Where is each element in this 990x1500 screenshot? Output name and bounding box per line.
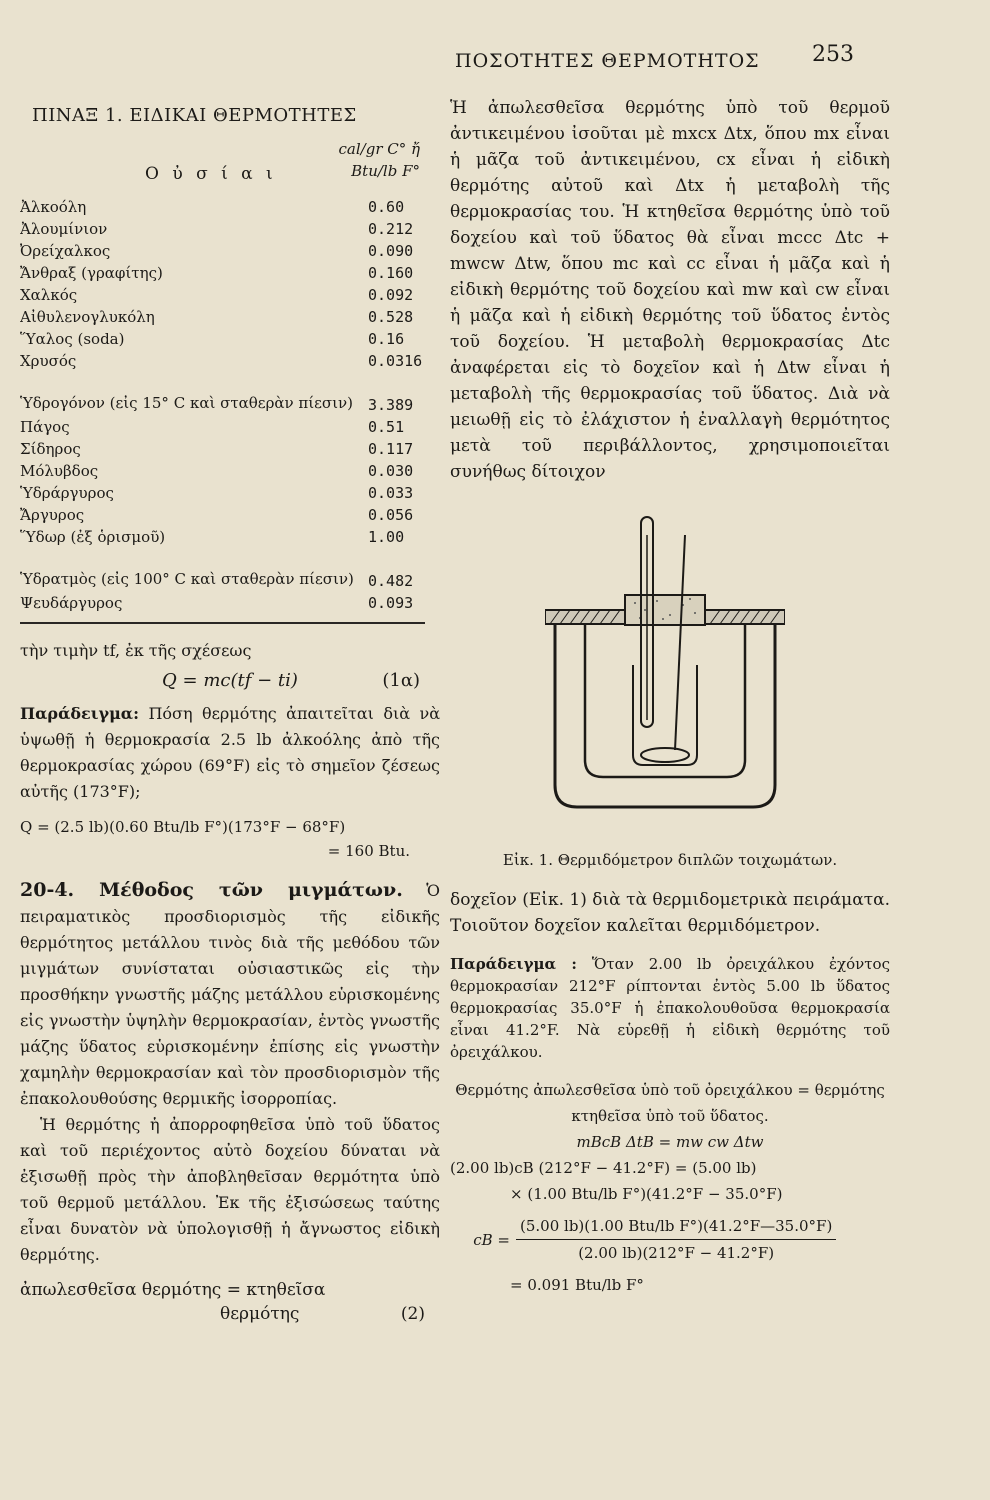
table-row bbox=[20, 414, 440, 436]
stirrer-rod bbox=[675, 535, 685, 750]
calc-line-3: (2.00 lb)cB (212°F − 41.2°F) = (5.00 lb) bbox=[450, 1159, 757, 1177]
specific-heat-value: 0.033 bbox=[368, 484, 414, 502]
sample-tube bbox=[633, 665, 697, 765]
substance-name: Ὑδράργυρος bbox=[20, 484, 114, 502]
calc-result: = 0.091 Btu/lb F° bbox=[510, 1276, 644, 1294]
section-text: Ὁ πειραματικὸς προσδιορισμὸς τῆς εἰδικῆς θερμότητος μετάλλου τινὸς διὰ τῆς μεθόδου τῶν μιγμάτων συνίσταται οὐσιαστικῶς εἰς τὴν προσθήκην γνωστῆς μάζης μετάλλου εὑρισκομένης εἰς γνωστὴν ὑψηλὴν θερμοκρασίαν, ἐντὸς γνωστῆς μάζης ὕδατος εὑρισκομένην ἐπίσης εἰς γνωστὴν χαμηλὴν θερμοκρασίαν καὶ τὸν προσδιορισμὸν τῆς ἐπακολουθούσης θερμικῆς ἰσορροπίας. bbox=[20, 881, 440, 1108]
substance-name: Αἰθυλενογλυκόλη bbox=[20, 308, 155, 326]
substance-name: Σίδηρος bbox=[20, 440, 81, 458]
formula-1a bbox=[20, 670, 440, 691]
table-row bbox=[20, 546, 440, 590]
table-row bbox=[20, 282, 440, 304]
calorimeter-figure bbox=[450, 515, 890, 845]
table-row bbox=[20, 458, 440, 480]
table-row bbox=[20, 304, 440, 326]
specific-heat-value: 0.0316 bbox=[368, 352, 423, 370]
table-row bbox=[20, 524, 440, 546]
substance-name: Πάγος bbox=[20, 418, 70, 436]
example-1-text: Πόση θερμότης ἀπαιτεῖται διὰ νὰ ὑψωθῇ ἡ θερμοκρασία 2.5 lb ἀλκοόλης ἀπὸ τῆς θερμοκρασίας χώρου (69°F) εἰς τὸ σημεῖον ζέσεως αὐτῆς (173°F); bbox=[20, 704, 440, 801]
table-row bbox=[20, 436, 440, 458]
formula-1a-expr: Q = mc(tf − ti) bbox=[162, 670, 298, 691]
specific-heat-value: 0.090 bbox=[368, 242, 414, 260]
table-row bbox=[20, 348, 440, 370]
table-row bbox=[20, 194, 440, 216]
substance-name: Ὑδρατμὸς (εἰς 100° C καὶ σταθερὰν πίεσιν) bbox=[20, 570, 354, 588]
section-20-4 bbox=[20, 877, 440, 1112]
table-row bbox=[20, 326, 440, 348]
table-row bbox=[20, 502, 440, 524]
example-2 bbox=[450, 953, 890, 1063]
substance-name: Ψευδάργυρος bbox=[20, 594, 123, 612]
stirrer-ring bbox=[641, 748, 689, 762]
fraction-lhs: cB = bbox=[473, 1230, 510, 1249]
table-row bbox=[20, 370, 440, 414]
inner-vessel bbox=[585, 623, 745, 777]
table-col-substance: Ο ὐ σ ί α ι bbox=[145, 164, 277, 184]
unit-line-1: cal/gr C° ἤ bbox=[338, 140, 420, 158]
cork-stopper bbox=[625, 595, 705, 625]
specific-heat-value: 0.16 bbox=[368, 330, 405, 348]
substance-name: Ἄργυρος bbox=[20, 506, 85, 524]
specific-heat-value: 0.030 bbox=[368, 462, 414, 480]
example-1-calc-line2: = 160 Btu. bbox=[327, 842, 410, 860]
unit-line-2: Btu/lb F° bbox=[351, 162, 420, 180]
right-paragraph-2: δοχεῖον (Εἰκ. 1) διὰ τὰ θερμιδομετρικὰ πειράματα. Τοιοῦτον δοχεῖον καλεῖται θερμιδόμετρον. bbox=[450, 890, 890, 936]
table-row bbox=[20, 590, 440, 612]
specific-heat-value: 0.056 bbox=[368, 506, 414, 524]
substance-name: Χρυσός bbox=[20, 352, 77, 370]
substance-name: Ἀλουμίνιον bbox=[20, 220, 108, 238]
formula-1a-tag: (1α) bbox=[382, 670, 420, 691]
substance-name: Μόλυβδος bbox=[20, 462, 99, 480]
fraction-denominator: (2.00 lb)(212°F − 41.2°F) bbox=[578, 1244, 775, 1262]
left-column bbox=[20, 105, 440, 1326]
running-header bbox=[0, 38, 990, 78]
page-number: 253 bbox=[812, 42, 854, 67]
table-row bbox=[20, 238, 440, 260]
formula-2-line2: θερμότης bbox=[220, 1304, 300, 1324]
table-header bbox=[20, 136, 440, 192]
example-2-head: Παράδειγμα : bbox=[450, 955, 577, 973]
example-2-calc bbox=[450, 1077, 890, 1298]
header-title: ΠΟΣΟΤΗΤΕΣ ΘΕΡΜΟΤΗΤΟΣ bbox=[455, 50, 760, 72]
formula-2 bbox=[20, 1278, 440, 1326]
specific-heat-value: 0.212 bbox=[368, 220, 414, 238]
figure-caption: Εἰκ. 1. Θερμιδόμετρον διπλῶν τοιχωμάτων. bbox=[502, 851, 838, 869]
formula-2-line1: ἀπωλεσθεῖσα θερμότης = κτηθεῖσα bbox=[20, 1280, 326, 1300]
specific-heat-table bbox=[20, 194, 440, 612]
example-1-calc-line1: Q = (2.5 lb)(0.60 Btu/lb F°)(173°F − 68°F) bbox=[20, 818, 346, 836]
table-col-unit bbox=[310, 138, 420, 182]
specific-heat-value: 0.093 bbox=[368, 594, 414, 612]
example-1-head: Παράδειγμα: bbox=[20, 704, 140, 723]
example-1 bbox=[20, 701, 440, 805]
specific-heat-value: 0.482 bbox=[368, 572, 414, 590]
calc-line-1: Θερμότης ἀπωλεσθεῖσα ὑπὸ τοῦ ὀρειχάλκου = θερμότης κτηθεῖσα ὑπὸ τοῦ ὕδατος. bbox=[455, 1081, 885, 1125]
formula-2-tag: (2) bbox=[400, 1304, 425, 1324]
substance-name: Ὕδωρ (ἐξ ὁρισμοῦ) bbox=[20, 528, 166, 546]
paragraph-2: Ἡ θερμότης ἡ ἀπορροφηθεῖσα ὑπὸ τοῦ ὕδατος καὶ τοῦ περιέχοντος αὐτὸ δοχείου δύναται νὰ ἐξισωθῇ πρὸς τὴν ἀποβληθεῖσαν θερμότητα ὑπὸ τοῦ θερμοῦ μετάλλου. Ἐκ τῆς ἐξισώσεως ταύτης εἶναι δυνατὸν νὰ ὑπολογισθῇ ἡ ἄγνωστος εἰδικὴ θερμότης. bbox=[20, 1115, 440, 1264]
specific-heat-value: 0.528 bbox=[368, 308, 414, 326]
specific-heat-value: 1.00 bbox=[368, 528, 405, 546]
table-title: ΠΙΝΑΞ 1. ΕΙΔΙΚΑΙ ΘΕΡΜΟΤΗΤΕΣ bbox=[32, 105, 357, 126]
table-row bbox=[20, 260, 440, 282]
fraction-numerator: (5.00 lb)(1.00 Btu/lb F°)(41.2°F—35.0°F) bbox=[516, 1213, 836, 1240]
substance-name: Ἀλκοόλη bbox=[20, 198, 87, 216]
calc-line-2: mBcB ΔtB = mw cw Δtw bbox=[576, 1133, 764, 1151]
specific-heat-value: 0.160 bbox=[368, 264, 414, 282]
example-1-calc bbox=[20, 815, 440, 863]
example-2-text: Ὅταν 2.00 lb ὀρειχάλκου ἐχόντος θερμοκρασίαν 212°F ρίπτονται ἐντὸς 5.00 lb ὕδατος θερμοκρασίας 35.0°F ἡ ἐπακολουθοῦσα θερμοκρασία εἶναι 41.2°F. Νὰ εὑρεθῇ ἡ εἰδικὴ θερμότης τοῦ ὀρειχάλκου. bbox=[450, 955, 890, 1061]
table-row bbox=[20, 216, 440, 238]
specific-heat-value: 0.117 bbox=[368, 440, 414, 458]
table-row bbox=[20, 480, 440, 502]
specific-heat-value: 0.092 bbox=[368, 286, 414, 304]
calorimeter-diagram bbox=[545, 515, 785, 815]
specific-heat-value: 0.51 bbox=[368, 418, 405, 436]
specific-heat-value: 0.60 bbox=[368, 198, 405, 216]
substance-name: Ὑδρογόνον (εἰς 15° C καὶ σταθερὰν πίεσιν) bbox=[20, 394, 354, 412]
right-column bbox=[450, 95, 890, 1298]
intro-text: τὴν τιμὴν tf, ἐκ τῆς σχέσεως bbox=[20, 641, 252, 660]
section-heading: 20-4. Μέθοδος τῶν μιγμάτων. bbox=[20, 879, 403, 901]
table-rule bbox=[20, 622, 425, 624]
right-paragraph-1: Ἡ ἀπωλεσθεῖσα θερμότης ὑπὸ τοῦ θερμοῦ ἀντικειμένου ἰσοῦται μὲ mxcx Δtx, ὅπου mx εἶναι ἡ μᾶζα τοῦ ἀντικειμένου, cx εἶναι ἡ εἰδικὴ θερμότης αὐτοῦ καὶ Δtx ἡ μεταβολὴ τῆς θερμοκρασίας του. Ἡ κτηθεῖσα θερμότης ὑπὸ τοῦ δοχείου καὶ τοῦ ὕδατος θὰ εἶναι mccc Δtc + mwcw Δtw, ὅπου mc καὶ cc εἶναι ἡ μᾶζα καὶ ἡ εἰδικὴ θερμότης τοῦ δοχείου καὶ mw καὶ cw εἶναι ἡ μᾶζα καὶ ἡ εἰδικὴ θερμότης τοῦ ὕδατος ἐντὸς τοῦ δοχείου. Ἡ μεταβολὴ θερμοκρασίας Δtc ἀναφέρεται εἰς τὸ δοχεῖον καὶ ἡ Δtw εἶναι ἡ μεταβολὴ τῆς θερμοκρασίας τοῦ ὕδατος. Διὰ νὰ μειωθῇ εἰς τὸ ἐλάχιστον ἡ ἐναλλαγὴ θερμότητος μετὰ τοῦ περιβάλλοντος, χρησιμοποιεῖται συνήθως δίτοιχον bbox=[450, 98, 890, 482]
substance-name: Χαλκός bbox=[20, 286, 78, 304]
substance-name: Ὀρείχαλκος bbox=[20, 242, 111, 260]
fraction-stack bbox=[516, 1213, 836, 1266]
specific-heat-value: 3.389 bbox=[368, 396, 414, 414]
substance-name: Ἄνθραξ (γραφίτης) bbox=[20, 264, 163, 282]
substance-name: Ὕαλος (soda) bbox=[20, 330, 125, 348]
calc-line-4: × (1.00 Btu/lb F°)(41.2°F − 35.0°F) bbox=[510, 1185, 783, 1203]
cb-fraction bbox=[450, 1213, 890, 1266]
